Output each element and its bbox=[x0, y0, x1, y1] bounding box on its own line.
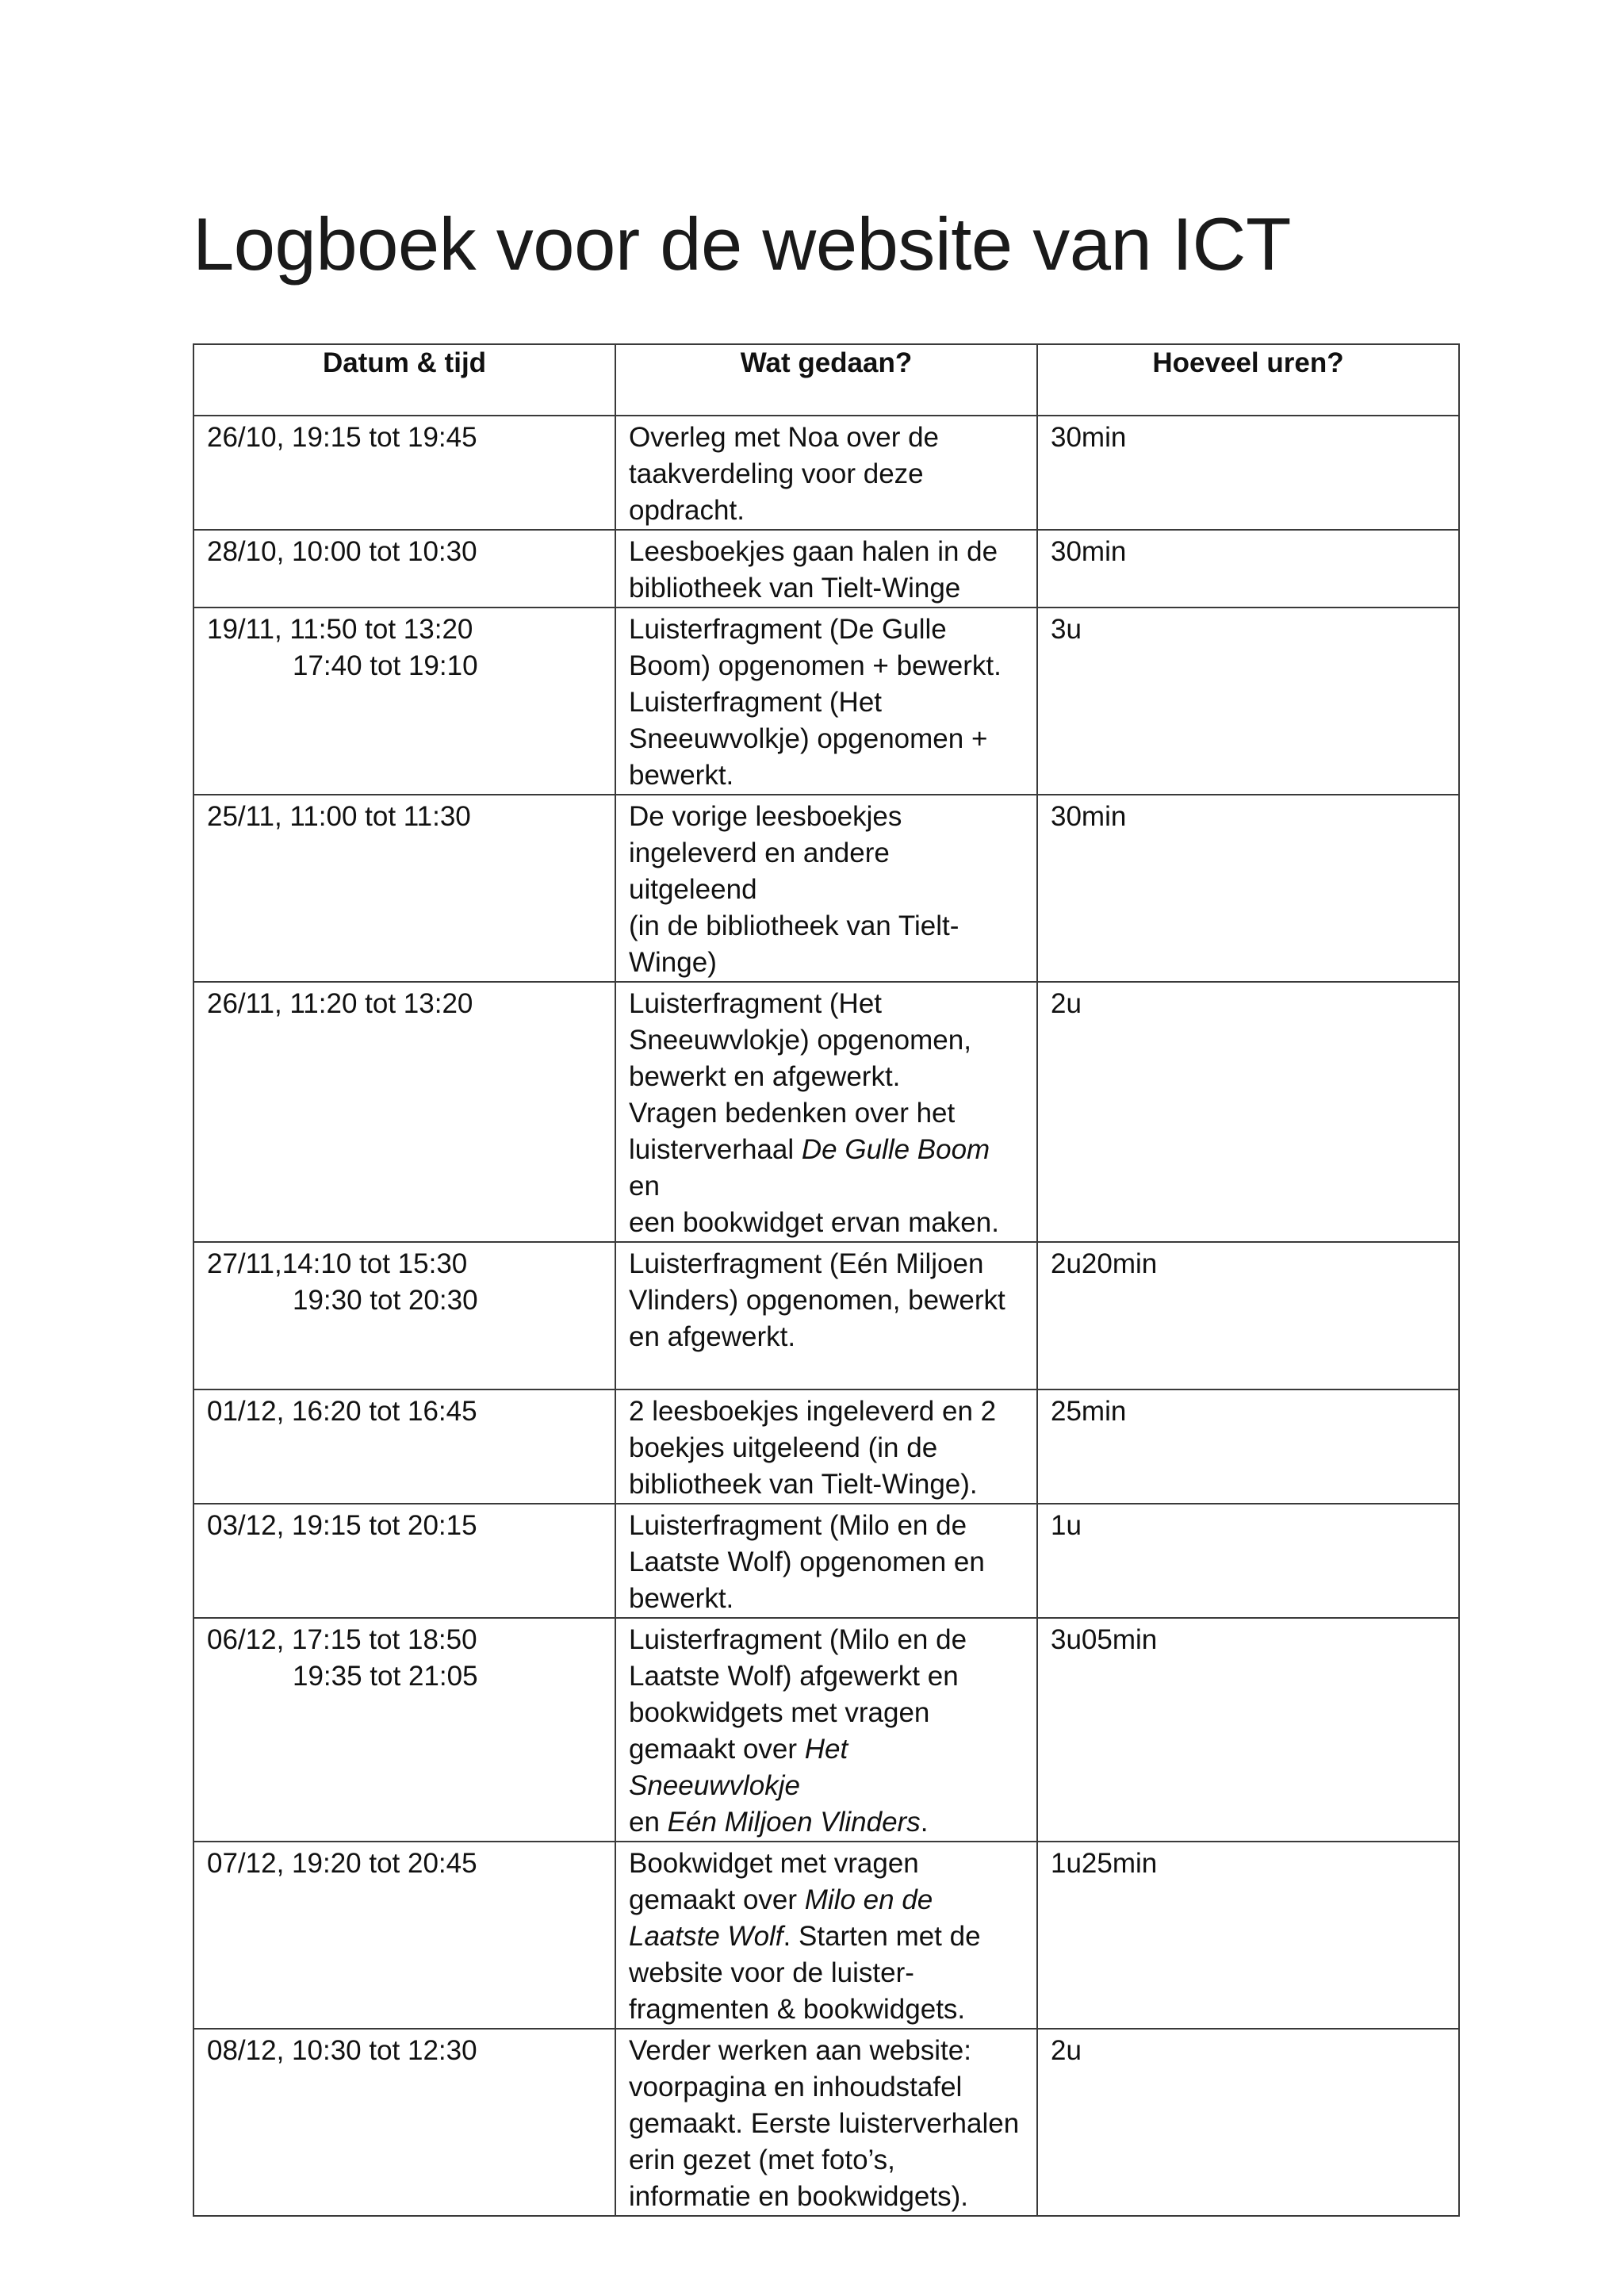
cell-hours: 2u bbox=[1037, 982, 1459, 1242]
cell-date bbox=[193, 982, 615, 1242]
date-line: 19:30 tot 20:30 bbox=[293, 1285, 478, 1316]
done-text: Luisterfragment (Eén Miljoen Vlinders) opgenomen, bewerkt en afgewerkt. bbox=[629, 1248, 1005, 1352]
cell-hours: 2u bbox=[1037, 2029, 1459, 2216]
cell-hours: 1u bbox=[1037, 1504, 1459, 1618]
table-row bbox=[193, 795, 1459, 982]
cell-done bbox=[615, 1504, 1037, 1618]
table-row bbox=[193, 530, 1459, 608]
logbook-table bbox=[193, 343, 1460, 2217]
column-header-hours: Hoeveel uren? bbox=[1037, 344, 1459, 416]
cell-hours: 25min bbox=[1037, 1389, 1459, 1504]
cell-done bbox=[615, 608, 1037, 795]
cell-date bbox=[193, 530, 615, 608]
date-line: 26/11, 11:20 tot 13:20 bbox=[207, 988, 473, 1019]
done-text: Bookwidget met vragen gemaakt over Milo en de Laatste Wolf. Starten met de website voor de luister- fragmenten & bookwidgets. bbox=[629, 1848, 981, 2025]
cell-done bbox=[615, 1242, 1037, 1389]
cell-done bbox=[615, 982, 1037, 1242]
date-line: 19/11, 11:50 tot 13:20 bbox=[207, 614, 473, 645]
cell-hours: 3u bbox=[1037, 608, 1459, 795]
cell-hours: 2u20min bbox=[1037, 1242, 1459, 1389]
column-header-date: Datum & tijd bbox=[193, 344, 615, 416]
table-row bbox=[193, 1242, 1459, 1389]
cell-hours: 30min bbox=[1037, 530, 1459, 608]
table-row bbox=[193, 2029, 1459, 2216]
done-text: Luisterfragment (Milo en de Laatste Wolf) afgewerkt en bookwidgets met vragen gemaakt over Het Sneeuwvlokje en Eén Miljoen Vlinders. bbox=[629, 1624, 967, 1838]
cell-date bbox=[193, 416, 615, 530]
done-text: Leesboekjes gaan halen in de bibliotheek van Tielt-Winge bbox=[629, 536, 998, 604]
table-row bbox=[193, 1842, 1459, 2029]
cell-hours: 30min bbox=[1037, 795, 1459, 982]
cell-date bbox=[193, 1242, 615, 1389]
table-row bbox=[193, 416, 1459, 530]
cell-date bbox=[193, 2029, 615, 2216]
cell-date bbox=[193, 608, 615, 795]
page-title: Logboek voor de website van ICT bbox=[193, 202, 1291, 286]
date-line: 03/12, 19:15 tot 20:15 bbox=[207, 1510, 477, 1541]
cell-date bbox=[193, 1389, 615, 1504]
date-line: 08/12, 10:30 tot 12:30 bbox=[207, 2035, 477, 2066]
date-line: 17:40 tot 19:10 bbox=[293, 650, 478, 681]
table-row bbox=[193, 982, 1459, 1242]
table-row bbox=[193, 1389, 1459, 1504]
cell-date bbox=[193, 1504, 615, 1618]
table-row bbox=[193, 608, 1459, 795]
cell-date bbox=[193, 1618, 615, 1842]
date-line: 06/12, 17:15 tot 18:50 bbox=[207, 1624, 477, 1655]
cell-done bbox=[615, 416, 1037, 530]
cell-date bbox=[193, 795, 615, 982]
done-text: 2 leesboekjes ingeleverd en 2 boekjes uitgeleend (in de bibliotheek van Tielt-Winge). bbox=[629, 1396, 997, 1500]
cell-hours: 30min bbox=[1037, 416, 1459, 530]
cell-hours: 1u25min bbox=[1037, 1842, 1459, 2029]
cell-hours: 3u05min bbox=[1037, 1618, 1459, 1842]
done-text: Verder werken aan website: voorpagina en inhoudstafel gemaakt. Eerste luisterverhalen erin gezet (met foto’s, informatie en bookwidgets). bbox=[629, 2035, 1020, 2212]
done-text: De vorige leesboekjes ingeleverd en andere uitgeleend (in de bibliotheek van Tielt- Winge) bbox=[629, 801, 959, 978]
done-text: Luisterfragment (Milo en de Laatste Wolf) opgenomen en bewerkt. bbox=[629, 1510, 985, 1614]
date-line: 27/11,14:10 tot 15:30 bbox=[207, 1248, 468, 1279]
cell-done bbox=[615, 795, 1037, 982]
cell-done bbox=[615, 1389, 1037, 1504]
cell-done bbox=[615, 2029, 1037, 2216]
cell-done bbox=[615, 1618, 1037, 1842]
date-line: 01/12, 16:20 tot 16:45 bbox=[207, 1396, 477, 1427]
date-line: 26/10, 19:15 tot 19:45 bbox=[207, 422, 477, 453]
done-text: Overleg met Noa over de taakverdeling voor deze opdracht. bbox=[629, 422, 940, 526]
date-line: 28/10, 10:00 tot 10:30 bbox=[207, 536, 477, 567]
table-row bbox=[193, 1618, 1459, 1842]
date-line: 25/11, 11:00 tot 11:30 bbox=[207, 801, 471, 832]
column-header-done: Wat gedaan? bbox=[615, 344, 1037, 416]
date-line: 07/12, 19:20 tot 20:45 bbox=[207, 1848, 477, 1879]
cell-date bbox=[193, 1842, 615, 2029]
table-body bbox=[193, 416, 1459, 2216]
table-row bbox=[193, 1504, 1459, 1618]
done-text: Luisterfragment (Het Sneeuwvlokje) opgenomen, bewerkt en afgewerkt. Vragen bedenken over het luisterverhaal De Gulle Boom en een bookwidget ervan maken. bbox=[629, 988, 999, 1238]
done-text: Luisterfragment (De Gulle Boom) opgenomen + bewerkt. Luisterfragment (Het Sneeuwvolkje) opgenomen + bewerkt. bbox=[629, 614, 1002, 791]
date-line: 19:35 tot 21:05 bbox=[293, 1661, 478, 1692]
cell-done bbox=[615, 530, 1037, 608]
cell-done bbox=[615, 1842, 1037, 2029]
table-header-row bbox=[193, 344, 1459, 416]
